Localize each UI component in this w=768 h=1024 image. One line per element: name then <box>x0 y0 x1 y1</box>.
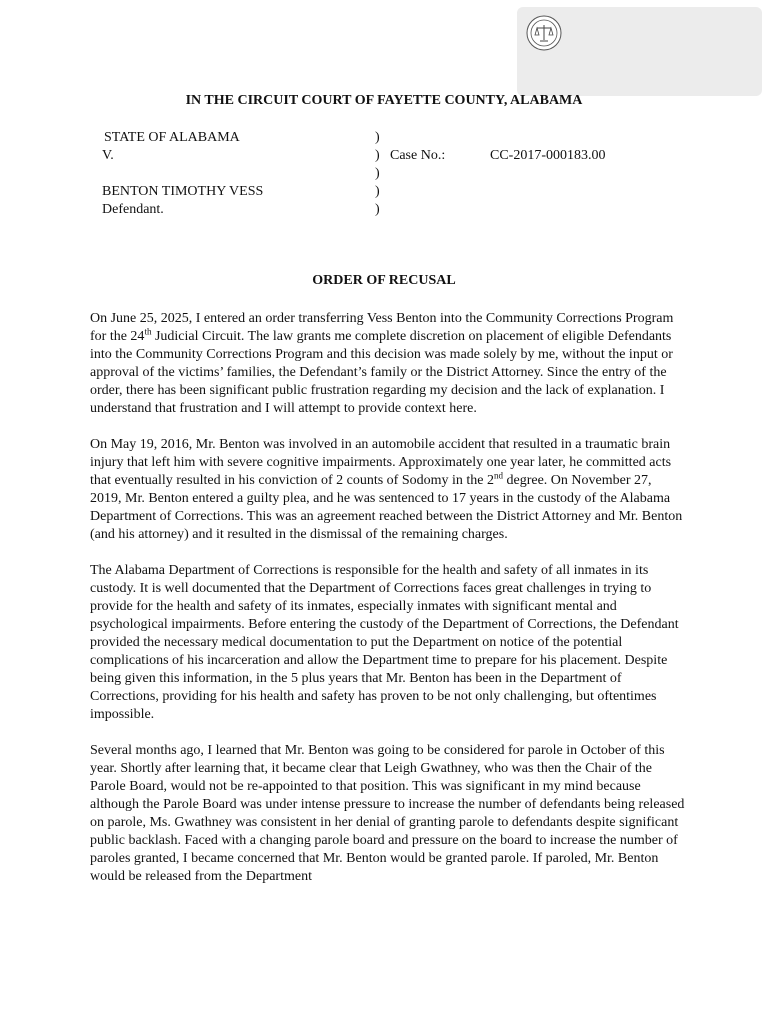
case-number-label: Case No.: <box>390 148 446 163</box>
caption-paren: ) <box>375 202 380 217</box>
caption-paren: ) <box>375 166 380 181</box>
order-title: ORDER OF RECUSAL <box>312 273 456 288</box>
paragraph-3: The Alabama Department of Corrections is responsible for the health and safety of all inmates in its custody. It is well documented that the Department of Corrections faces great challenges in trying to provide for the health and safety of its inmates, especially inmates with significant mental and psychological impairments. Before entering the custody of the Department of Corrections, the Defendant provided the necessary medical documentation to put the Department on notice of the potential complications of his incarceration and allow the Department time to prepare for his placement. Despite being given this information, in the 5 plus years that Mr. Benton has been in the Department of Corrections, providing for his health and safety has proven to be not only challenging, but oftentimes impossible. <box>90 563 679 722</box>
case-number-value: CC-2017-000183.00 <box>490 148 606 163</box>
caption-paren: ) <box>375 130 380 145</box>
plaintiff-name: STATE OF ALABAMA <box>104 130 240 145</box>
court-seal-icon <box>526 15 562 51</box>
filing-stamp-area <box>517 7 762 96</box>
defendant-label: Defendant. <box>102 202 164 217</box>
caption-paren: ) <box>375 148 380 163</box>
paragraph-1: On June 25, 2025, I entered an order transferring Vess Benton into the Community Corrections Program for the 24th Judicial Circuit. The law grants me complete discretion on placement of eligible Defendants into the Community Corrections Program and this decision was made solely by me, without the input or approval of the victims’ families, the Defendant’s family or the District Attorney. Since the entry of the order, there has been significant public frustration regarding my decision and the lack of explanation. I understand that frustration and I will attempt to provide context here. <box>90 311 674 416</box>
paragraph-2: On May 19, 2016, Mr. Benton was involved in an automobile accident that resulted in a traumatic brain injury that left him with severe cognitive impairments. Approximately one year later, he committed acts that eventually resulted in his conviction of 2 counts of Sodomy in the 2nd degree. On November 27, 2019, Mr. Benton entered a guilty plea, and he was sentenced to 17 years in the custody of the Alabama Department of Corrections. This was an agreement reached between the District Attorney and Mr. Benton (and his attorney) and it resulted in the dismissal of the remaining charges. <box>90 437 683 542</box>
defendant-name: BENTON TIMOTHY VESS <box>102 184 264 199</box>
court-title: IN THE CIRCUIT COURT OF FAYETTE COUNTY, ALABAMA <box>185 93 583 108</box>
paragraph-4: Several months ago, I learned that Mr. Benton was going to be considered for parole in October of this year. Shortly after learning that, it became clear that Leigh Gwathney, who was then the Chair of the Parole Board, would not be re-appointed to that position. This was significant in my mind because although the Parole Board was under intense pressure to increase the number of defendants being released on parole, Ms. Gwathney was consistent in her denial of granting parole to defendants despite significant public backlash. Faced with a changing parole board and pressure on the board to increase the number of paroles granted, I became concerned that Mr. Benton would be granted parole. If paroled, Mr. Benton would be released from the Department <box>90 743 685 884</box>
versus-label: V. <box>102 148 114 163</box>
caption-paren: ) <box>375 184 380 199</box>
order-body <box>90 310 685 904</box>
